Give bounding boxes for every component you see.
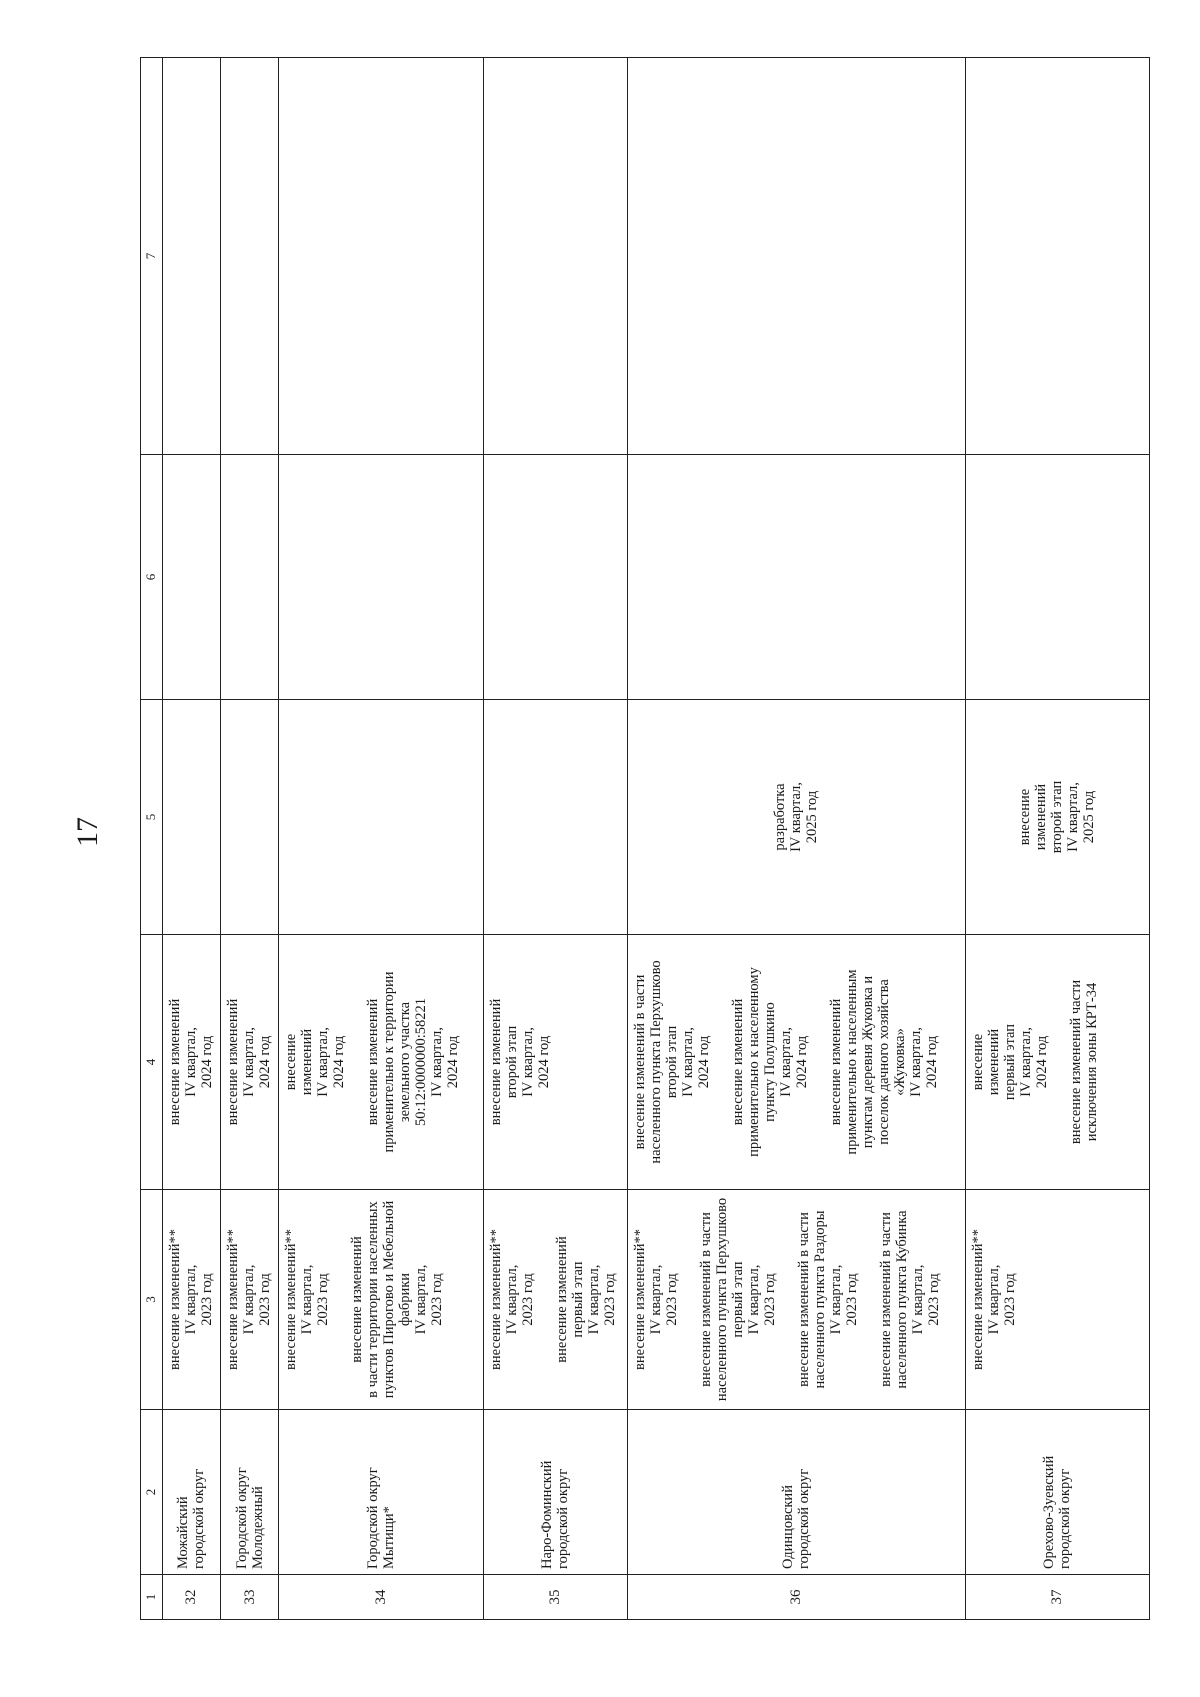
- column-3-cell: [162, 1190, 220, 1410]
- column-7-cell: [162, 58, 220, 455]
- row-number: 36: [627, 1575, 965, 1620]
- entry-line: внесение изменений в части: [697, 1212, 714, 1387]
- column-5-cell: [220, 700, 278, 935]
- header-cell: 2: [141, 1410, 163, 1575]
- entry-line: IV квартал,: [1017, 1027, 1034, 1097]
- entry-line: внесение изменений: [554, 1236, 571, 1363]
- municipality-line: городской округ: [555, 1468, 572, 1569]
- municipality-line: Наро-Фоминский: [539, 1460, 556, 1569]
- entry-line: «Жуковка»: [891, 1028, 908, 1096]
- entry-line: внесение изменений**: [283, 1229, 300, 1370]
- municipality-cell: [627, 1410, 965, 1575]
- entry-line: второй этап: [663, 1025, 680, 1099]
- entry-block: [225, 940, 273, 1184]
- municipality-line: городской округ: [1057, 1468, 1074, 1569]
- table-row: [484, 58, 627, 1620]
- entry-line: внесение изменений: [488, 998, 505, 1126]
- entry-block: [772, 705, 820, 929]
- entry-line: первый этап: [729, 1261, 746, 1338]
- entry-line: IV квартал,: [413, 1264, 430, 1335]
- entry-line: 2023 год: [256, 1273, 273, 1326]
- column-3-cell: [965, 1190, 1149, 1410]
- entry-block: [554, 1195, 618, 1404]
- column-3-cell: [279, 1190, 484, 1410]
- entry-line: исключения зоны КРТ-34: [1083, 982, 1100, 1142]
- entry-line: 2024 год: [1033, 1035, 1050, 1089]
- entry-line: внесение изменений: [349, 1236, 366, 1363]
- entry-line: 2023 год: [1001, 1273, 1018, 1326]
- entry-line: IV квартал,: [504, 1264, 521, 1335]
- column-7-cell: [279, 58, 484, 455]
- entry-line: 2023 год: [520, 1273, 537, 1326]
- entry-line: 2023 год: [315, 1273, 332, 1326]
- entry-line: второй этап: [504, 1025, 521, 1099]
- municipality-line: городской округ: [796, 1468, 813, 1569]
- entry-line: IV квартал,: [240, 1027, 257, 1097]
- entry-block: [796, 1195, 860, 1404]
- municipality-cell: [279, 1410, 484, 1575]
- entry-line: фабрики: [397, 1272, 414, 1327]
- municipality-line: городской округ: [191, 1468, 208, 1569]
- column-4-cell: [162, 935, 220, 1190]
- entry-line: поселок дачного хозяйства: [875, 979, 892, 1145]
- column-7-cell: [627, 58, 965, 455]
- column-4-cell: [279, 935, 484, 1190]
- entry-line: IV квартал,: [182, 1264, 199, 1335]
- entry-line: пункту Полушкино: [761, 1002, 778, 1122]
- column-7-cell: [220, 58, 278, 455]
- table-row: [627, 58, 965, 1620]
- entry-line: внесение изменений в части: [877, 1212, 894, 1387]
- entry-block: [878, 1195, 942, 1404]
- entry-line: IV квартал,: [788, 782, 805, 852]
- entry-line: внесение изменений части: [1067, 979, 1084, 1145]
- column-5-cell: [484, 700, 627, 935]
- municipality-cell: [965, 1410, 1149, 1575]
- entry-line: применительно к населенным: [843, 969, 860, 1155]
- column-5-cell: [627, 700, 965, 935]
- row-number: 33: [220, 1575, 278, 1620]
- entry-line: 50:12:0000000:58221: [413, 997, 430, 1127]
- table-row: [965, 58, 1149, 1620]
- entry-line: IV квартал,: [520, 1027, 537, 1097]
- entry-line: IV квартал,: [315, 1027, 332, 1097]
- entry-line: 2024 год: [198, 1035, 215, 1089]
- header-cell: 7: [141, 58, 163, 455]
- entry-block: [488, 940, 552, 1184]
- entry-block: [365, 940, 461, 1184]
- entry-line: 2023 год: [198, 1273, 215, 1326]
- entry-line: 2024 год: [695, 1035, 712, 1089]
- entry-line: 2024 год: [793, 1035, 810, 1089]
- entry-line: населенного пункта Перхушково: [647, 960, 664, 1164]
- municipality-line: Мытищи*: [381, 1506, 398, 1569]
- column-7-cell: [484, 58, 627, 455]
- entry-line: первый этап: [1001, 1023, 1018, 1101]
- entry-line: 2024 год: [256, 1035, 273, 1089]
- column-7-cell: [965, 58, 1149, 455]
- entry-line: 2024 год: [536, 1035, 553, 1089]
- entry-block: [167, 1195, 215, 1404]
- column-6-cell: [484, 455, 627, 700]
- entry-line: изменений: [985, 1028, 1002, 1096]
- column-3-cell: [220, 1190, 278, 1410]
- entry-line: 2024 год: [923, 1035, 940, 1089]
- entry-line: внесение изменений: [224, 998, 241, 1126]
- column-4-cell: [627, 935, 965, 1190]
- entry-block: [167, 940, 215, 1184]
- entry-line: IV квартал,: [907, 1027, 924, 1097]
- entry-line: IV квартал,: [985, 1264, 1002, 1335]
- column-6-cell: [279, 455, 484, 700]
- entry-line: внесение изменений**: [969, 1229, 986, 1370]
- header-cell: 1: [141, 1575, 163, 1620]
- entry-line: в части территории населенных: [365, 1201, 382, 1398]
- column-4-cell: [965, 935, 1149, 1190]
- entry-block: [632, 940, 712, 1184]
- header-cell: 3: [141, 1190, 163, 1410]
- column-5-cell: [965, 700, 1149, 935]
- municipality-line: Орехово-Зуевский: [1041, 1455, 1058, 1569]
- entry-line: 2025 год: [1081, 790, 1098, 844]
- entry-line: IV квартал,: [679, 1027, 696, 1097]
- header-row: [141, 58, 163, 1620]
- entry-block: [828, 940, 940, 1184]
- entry-line: IV квартал,: [586, 1264, 603, 1335]
- municipality-line: Городской округ: [233, 1467, 250, 1569]
- column-4-cell: [484, 935, 627, 1190]
- entry-line: внесение: [1017, 788, 1034, 846]
- entry-line: IV квартал,: [1065, 782, 1082, 852]
- entry-block: [283, 940, 347, 1184]
- entry-block: [698, 1195, 778, 1404]
- column-6-cell: [627, 455, 965, 700]
- column-3-cell: [484, 1190, 627, 1410]
- column-4-cell: [220, 935, 278, 1190]
- entry-line: внесение изменений: [729, 998, 746, 1126]
- entry-block: [225, 1195, 273, 1404]
- entry-line: внесение изменений: [166, 998, 183, 1126]
- entry-line: населенного пункта Кубинка: [893, 1210, 910, 1389]
- entry-block: [730, 940, 810, 1184]
- entry-line: IV квартал,: [240, 1264, 257, 1335]
- header-cell: 4: [141, 935, 163, 1190]
- entry-line: IV квартал,: [647, 1264, 664, 1335]
- entry-line: IV квартал,: [745, 1264, 762, 1335]
- entry-line: 2024 год: [445, 1035, 462, 1089]
- entry-line: 2025 год: [804, 790, 821, 844]
- municipality-line: Городской округ: [365, 1467, 382, 1569]
- column-5-cell: [162, 700, 220, 935]
- header-cell: 6: [141, 455, 163, 700]
- entry-line: разработка: [772, 783, 789, 851]
- entry-line: изменений: [299, 1028, 316, 1096]
- column-3-cell: [627, 1190, 965, 1410]
- page-number: 17: [71, 817, 104, 847]
- entry-line: IV квартал,: [182, 1027, 199, 1097]
- entry-line: внесение изменений**: [631, 1229, 648, 1370]
- entry-line: населенного пункта Раздоры: [811, 1210, 828, 1389]
- row-number: 32: [162, 1575, 220, 1620]
- entry-block: [970, 1195, 1018, 1404]
- entry-line: внесение изменений в части: [795, 1212, 812, 1387]
- column-6-cell: [965, 455, 1149, 700]
- entry-block: [970, 940, 1050, 1184]
- entry-line: 2023 год: [843, 1273, 860, 1326]
- entry-line: внесение изменений**: [224, 1229, 241, 1370]
- entry-line: изменений: [1033, 783, 1050, 851]
- entry-line: IV квартал,: [777, 1027, 794, 1097]
- entry-line: пунктам деревня Жуковка и: [859, 975, 876, 1149]
- column-6-cell: [162, 455, 220, 700]
- entry-block: [1068, 940, 1100, 1184]
- municipality-cell: [220, 1410, 278, 1575]
- entry-block: [632, 1195, 680, 1404]
- row-number: 37: [965, 1575, 1149, 1620]
- table-row: [220, 58, 278, 1620]
- entry-line: 2023 год: [429, 1273, 446, 1326]
- entry-line: применительно к населенному: [745, 967, 762, 1157]
- entry-line: внесение: [969, 1033, 986, 1091]
- entry-line: пунктов Пирогово и Мебельной: [381, 1200, 398, 1399]
- table-body: [141, 58, 1150, 1620]
- rotated-table-container: [140, 58, 1150, 1620]
- row-number: 35: [484, 1575, 627, 1620]
- entry-line: 2023 год: [761, 1273, 778, 1326]
- entry-line: внесение изменений: [827, 998, 844, 1126]
- entry-line: внесение изменений**: [488, 1229, 505, 1370]
- column-6-cell: [220, 455, 278, 700]
- entry-line: 2024 год: [331, 1035, 348, 1089]
- municipality-cell: [162, 1410, 220, 1575]
- entry-line: внесение изменений в части: [631, 974, 648, 1150]
- municipality-cell: [484, 1410, 627, 1575]
- column-5-cell: [279, 700, 484, 935]
- table-row: [162, 58, 220, 1620]
- table-row: [279, 58, 484, 1620]
- row-number: 34: [279, 1575, 484, 1620]
- entry-line: первый этап: [570, 1261, 587, 1338]
- entry-line: второй этап: [1049, 780, 1066, 854]
- entry-block: [283, 1195, 331, 1404]
- municipality-line: Одинцовский: [780, 1485, 797, 1569]
- municipality-line: Молодежный: [249, 1486, 266, 1569]
- entry-line: применительно к территории: [381, 971, 398, 1153]
- entry-line: внесение: [283, 1033, 300, 1091]
- entry-line: земельного участка: [397, 1001, 414, 1123]
- entry-line: 2023 год: [663, 1273, 680, 1326]
- schedule-table: [140, 57, 1150, 1620]
- entry-line: IV квартал,: [909, 1264, 926, 1335]
- header-cell: 5: [141, 700, 163, 935]
- entry-line: IV квартал,: [429, 1027, 446, 1097]
- entry-line: IV квартал,: [827, 1264, 844, 1335]
- entry-line: населенного пункта Перхушково: [713, 1197, 730, 1402]
- entry-line: 2023 год: [925, 1273, 942, 1326]
- entry-line: IV квартал,: [299, 1264, 316, 1335]
- municipality-line: Можайский: [175, 1496, 192, 1569]
- entry-line: 2023 год: [602, 1273, 619, 1326]
- entry-block: [1017, 705, 1097, 929]
- entry-line: внесение изменений**: [166, 1229, 183, 1370]
- entry-block: [349, 1195, 445, 1404]
- entry-line: внесение изменений: [365, 998, 382, 1126]
- entry-block: [488, 1195, 536, 1404]
